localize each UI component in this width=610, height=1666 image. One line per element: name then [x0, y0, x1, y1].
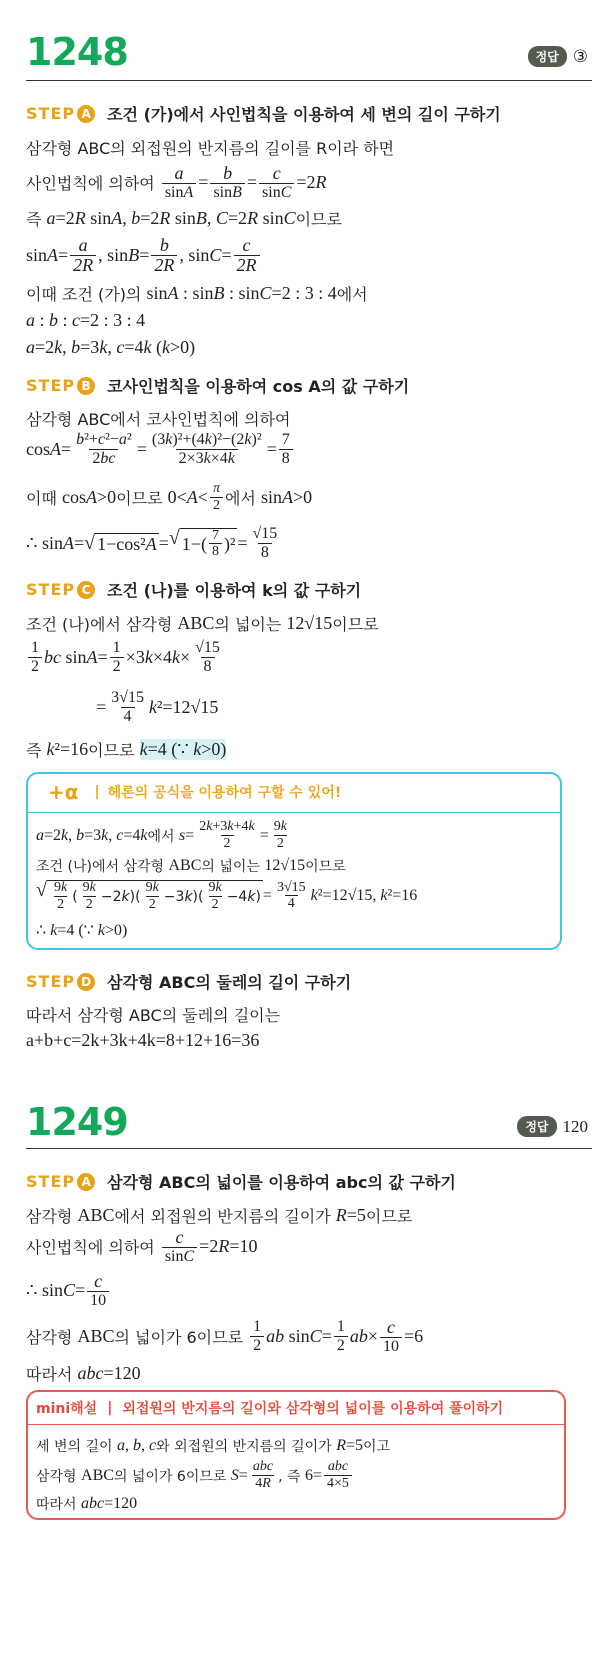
alpha-line: √ $\frac{9k}{2}$ ( $\frac{9k}{2}$ −2 k )( $\frac{9k}{2}$ −3 k )( $\frac{9k}{2}$ −4 k ) = $\frac{3√15}{4}$ k²=12√15, k²=16 — [36, 879, 418, 912]
mini-line: 세 변의 길이 a, b, c 와 외접원의 반지름의 길이가 R=5 이고 — [36, 1437, 391, 1455]
text-line — [26, 1003, 280, 1026]
divider — [26, 1148, 592, 1149]
step-a-header — [26, 102, 501, 125]
step-letter: C — [77, 581, 95, 599]
step-letter: D — [77, 973, 95, 991]
step-tag: STEP — [26, 104, 76, 123]
equation-line: ∴ sinA= √ 1−cos² A = √ 1−( $\frac{7}{8}$ )² = $\frac{√15}{8}$ — [26, 525, 278, 561]
equation-line: $\frac{1}{2}$ bc sinA= $\frac{1}{2}$ ×3k×4k× $\frac{√15}{8}$ — [26, 640, 225, 675]
alpha-divider — [28, 812, 560, 813]
perimeter-equation: a+b+c=2k+3k+4k=8+12+16=36 — [26, 1030, 260, 1050]
equation-line: 이때 조건 (가)의 sinA : sinB : sinC=2 : 3 : 4 에서 — [26, 283, 368, 304]
mini-line: 따라서 abc=120 — [36, 1495, 138, 1513]
answer-badge: 정답 — [528, 46, 567, 67]
answer-indicator — [517, 1116, 588, 1137]
text-line — [26, 136, 394, 159]
step-tag: STEP — [26, 580, 76, 599]
equation-line: 삼각형 ABC 의 넓이가 6이므로 $\frac{1}{2}$ ab sinC= $\frac{1}{2}$ ab× $\frac{c}{10}$ =6 — [26, 1317, 424, 1355]
step-tag: STEP — [26, 972, 76, 991]
equation-line: 즉 a=2R sinA, b=2R sinB, C=2R sinC 이므로 — [26, 208, 342, 229]
mini-header: mini해설 | 외접원의 반지름의 길이와 삼각형의 넓이를 이용하여 풀이하기 — [36, 1400, 504, 1417]
mini-label: mini해설 — [36, 1401, 98, 1417]
cosine-equation: cosA= $\frac{\text{b²+c²−a²}}{2bc}$ = $\frac{\text{(3k)²+(4k)²−(2k)²}}{2\times 3k\times 4k}$ = $\frac{7}{8}$ — [26, 432, 295, 467]
equation-line — [26, 1030, 259, 1051]
mini-title: 외접원의 반지름의 길이와 삼각형의 넓이를 이용하여 풀이하기 — [122, 1401, 504, 1417]
problem-number: 1248 — [26, 30, 128, 74]
step-tag: STEP — [26, 1172, 76, 1191]
equation-line: sinA= $\frac{a}{2R}$ , sinB= $\frac{b}{2R}$ , sinC= $\frac{c}{2R}$ — [26, 236, 262, 276]
equation-line: 따라서 abc=120 — [26, 1363, 141, 1384]
line-text: 삼각형 ABC에서 코사인법칙에 의하여 — [26, 410, 291, 429]
alpha-mark: +α — [48, 780, 79, 804]
answer-indicator — [528, 46, 588, 67]
line-text: 따라서 삼각형 ABC의 둘레의 길이는 — [26, 1006, 281, 1025]
step-d-header — [26, 970, 351, 993]
step-title: 코사인법칙을 이용하여 cos A의 값 구하기 — [107, 377, 410, 396]
equation-line: 이때 cosA>0 이므로 0<A< $\frac{\pi}{2}$ 에서 sinA>0 — [26, 481, 313, 513]
step-title: 조건 (나)를 이용하여 k의 값 구하기 — [107, 581, 362, 600]
step-letter: A — [77, 1173, 95, 1191]
equation-line: a : b : c=2 : 3 : 4 — [26, 310, 146, 330]
step-a-header — [26, 1170, 456, 1193]
equation-line: ∴ sinC= $\frac{c}{10}$ — [26, 1272, 111, 1309]
alpha-line: 조건 (나)에서 삼각형 ABC 의 넓이는 12√15 이므로 — [36, 857, 346, 875]
answer-value: 120 — [562, 1116, 588, 1136]
equation-line: 즉 k²=16 이므로 k=4 (∵ k>0) — [26, 739, 227, 760]
mini-line: 삼각형 ABC 의 넓이가 6이므로 S= $\frac{\text{abc}}{4R}$ , 즉 6= $\frac{\text{abc}}{4\times 5}$ — [36, 1460, 354, 1491]
equation-line: 사인법칙에 의하여 $\frac{c}{\sin C}$ =2R=10 — [26, 1227, 258, 1265]
equation-line: a=2k, b=3k, c=4k (k>0) — [26, 337, 196, 357]
step-title: 삼각형 ABC의 넓이를 이용하여 abc의 값 구하기 — [107, 1173, 456, 1192]
line-text: 삼각형 ABC의 외접원의 반지름의 길이를 R이라 하면 — [26, 139, 395, 158]
answer-value: ③ — [572, 46, 588, 66]
divider — [26, 80, 592, 81]
equation-line: 삼각형 ABC 에서 외접원의 반지름의 길이가 R=5 이므로 — [26, 1205, 413, 1226]
answer-badge: 정답 — [517, 1116, 556, 1137]
alpha-title: 헤론의 공식을 이용하여 구할 수 있어! — [107, 785, 342, 801]
step-title: 조건 (가)에서 사인법칙을 이용하여 세 변의 길이 구하기 — [107, 105, 501, 124]
alpha-line: a=2k, b=3k, c=4k 에서 s= $\frac{2k+3k+4k}{2}$ = $\frac{9k}{2}$ — [36, 819, 288, 851]
step-b-header — [26, 374, 409, 397]
step-c-header — [26, 578, 361, 601]
sine-law-line: 사인법칙에 의하여 $\frac{a}{\sin A}$ = $\frac{b}{\sin B}$ = $\frac{c}{\sin C}$ =2R — [26, 163, 327, 201]
equation-line: = $\frac{3√15}{4}$ k²=12√15 — [96, 689, 219, 725]
alpha-header: +α | 헤론의 공식을 이용하여 구할 수 있어! — [48, 780, 342, 804]
problem-number: 1249 — [26, 1100, 128, 1144]
step-tag: STEP — [26, 376, 76, 395]
step-letter: A — [77, 105, 95, 123]
step-letter: B — [77, 377, 95, 395]
mini-divider — [28, 1424, 564, 1425]
step-title: 삼각형 ABC의 둘레의 길이 구하기 — [107, 973, 352, 992]
text-line — [26, 407, 290, 430]
equation-line: 조건 (나)에서 삼각형 ABC 의 넓이는 12√15 이므로 — [26, 613, 379, 634]
alpha-line: ∴ k=4 (∵ k>0) — [36, 922, 128, 939]
